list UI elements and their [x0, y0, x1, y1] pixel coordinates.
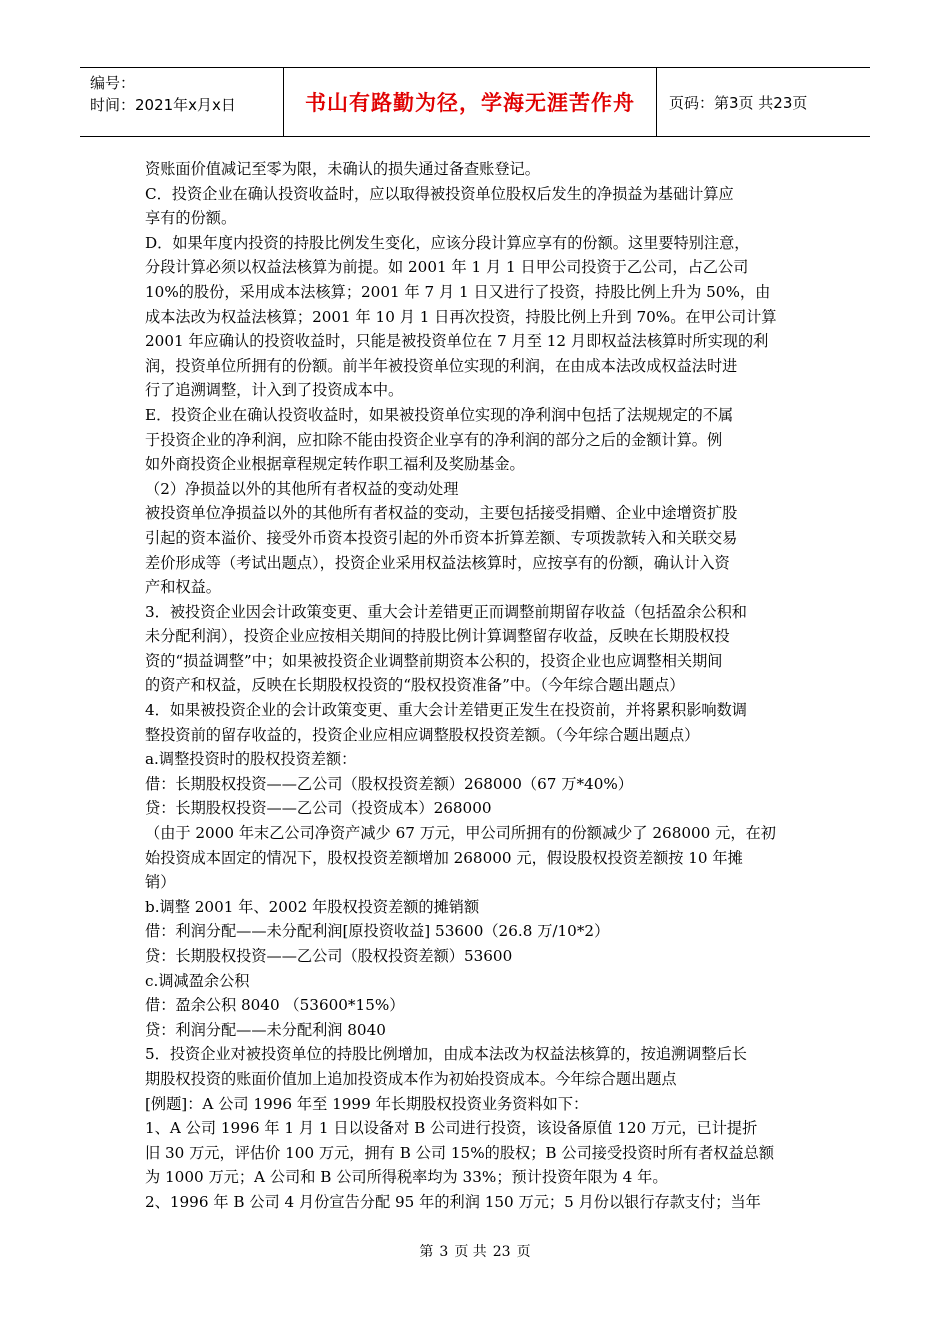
text-line: 为 1000 万元；A 公司和 B 公司所得税率均为 33%；预计投资年限为 4 年。 — [145, 1168, 668, 1187]
page-footer — [0, 1241, 950, 1261]
text-line: 于投资企业的净利润，应扣除不能由投资企业享有的净利润的部分之后的金额计算。例 — [145, 430, 723, 449]
footer-mid: 页 共 — [454, 1244, 487, 1260]
header-meta — [80, 68, 284, 136]
text-line: [例题]：A 公司 1996 年至 1999 年长期股权投资业务资料如下： — [145, 1094, 589, 1113]
text-line: 被投资单位净损益以外的其他所有者权益的变动，主要包括接受捐赠、企业中途增资扩股 — [145, 504, 738, 523]
text-line: c.调减盈余公积 — [145, 971, 250, 990]
text-line: a.调整投资时的股权投资差额： — [145, 750, 357, 769]
text-line: 资账面价值减记至零为限，未确认的损失通过备查账登记。 — [145, 160, 540, 178]
text-line: （由于 2000 年末乙公司净资产减少 67 万元，甲公司所拥有的份额减少了 268000 元，在初 — [145, 824, 776, 843]
text-line: D．如果年度内投资的持股比例发生变化，应该分段计算应享有的份额。这里要特别注意， — [145, 233, 750, 252]
text-line: 引起的资本溢价、接受外币资本投资引起的外币资本折算差额、专项拨款转入和关联交易 — [145, 528, 738, 547]
text-line: 资的“损益调整”中；如果被投资企业调整前期资本公积的，投资企业也应调整相关期间 — [145, 651, 723, 670]
text-line: 4．如果被投资企业的会计政策变更、重大会计差错更正发生在投资前，并将累积影响数调 — [145, 701, 747, 720]
text-line: 旧 30 万元，评估价 100 万元，拥有 B 公司 15%的股权；B 公司接受投资时所有者权益总额 — [145, 1143, 775, 1162]
text-line: 借：长期股权投资——乙公司（股权投资差额）268000（67 万*40%） — [145, 774, 633, 793]
page-header — [80, 67, 870, 137]
text-line: 始投资成本固定的情况下，股权投资差额增加 268000 元，假设股权投资差额按 10 年摊 — [145, 848, 743, 867]
text-line: 贷：利润分配——未分配利润 8040 — [145, 1020, 386, 1039]
text-line: C．投资企业在确认投资收益时，应以取得被投资单位股权后发生的净损益为基础计算应 — [145, 184, 734, 203]
text-line: b.调整 2001 年、2002 年股权投资差额的摊销额 — [145, 897, 480, 916]
doc-date-label: 时间：2021年x月x日 — [90, 96, 236, 114]
text-line: 2、1996 年 B 公司 4 月份宣告分配 95 年的利润 150 万元；5 月份以银行存款支付；当年 — [145, 1192, 761, 1211]
text-line: 如外商投资企业根据章程规定转作职工福利及奖励基金。 — [145, 455, 525, 474]
text-line: 销） — [145, 873, 176, 892]
text-line: 5．投资企业对被投资单位的持股比例增加，由成本法改为权益法核算的，按追溯调整后长 — [145, 1045, 747, 1064]
footer-total-pages: 23 — [492, 1244, 511, 1260]
text-line: 产和权益。 — [145, 578, 221, 597]
text-line: 借：盈余公积 8040 （53600*15%） — [145, 996, 405, 1015]
text-line: 行了追溯调整，计入到了投资成本中。 — [145, 381, 404, 400]
text-line: 1、A 公司 1996 年 1 月 1 日以设备对 B 公司进行投资，该设备原值 120 万元，已计提折 — [145, 1119, 758, 1138]
header-page-info: 页码：第3页 共23页 — [669, 93, 808, 112]
text-line: 差价形成等（考试出题点），投资企业采用权益法核算时，应按享有的份额，确认计入资 — [145, 553, 730, 572]
text-line: E．投资企业在确认投资收益时，如果被投资单位实现的净利润中包括了法规规定的不属 — [145, 405, 734, 424]
text-line: 贷：长期股权投资——乙公司（投资成本）268000 — [145, 799, 492, 818]
text-line: 成本法改为权益法核算；2001 年 10 月 1 日再次投资，持股比例上升到 70%。在甲公司计算 — [145, 307, 777, 326]
text-line: （2）净损益以外的其他所有者权益的变动处理 — [145, 479, 459, 498]
text-line: 未分配利润），投资企业应按相关期间的持股比例计算调整留存收益，反映在长期股权投 — [145, 627, 730, 646]
document-body — [145, 157, 813, 1215]
text-line: 10%的股份，采用成本法核算；2001 年 7 月 1 日又进行了投资，持股比例上升为 50%，由 — [145, 282, 771, 301]
header-motto: 书山有路勤为径，学海无涯苦作舟 — [284, 68, 657, 136]
text-line: 整投资前的留存收益的，投资企业应相应调整股权投资差额。（今年综合题出题点） — [145, 725, 700, 744]
text-line: 借：利润分配——未分配利润[原投资收益] 53600（26.8 万/10*2） — [145, 922, 610, 941]
text-line: 2001 年应确认的投资收益时，只能是被投资单位在 7 月至 12 月即权益法核算时所实现的利 — [145, 332, 769, 351]
text-line: 贷：长期股权投资——乙公司（股权投资差额）53600 — [145, 947, 513, 965]
text-line: 分段计算必须以权益法核算为前提。如 2001 年 1 月 1 日甲公司投资于乙公司，占乙公司 — [145, 258, 749, 277]
text-line: 3．被投资企业因会计政策变更、重大会计差错更正而调整前期留存收益（包括盈余公积和 — [145, 602, 747, 621]
footer-page-number: 3 — [439, 1244, 449, 1260]
footer-suffix: 页 — [516, 1244, 531, 1260]
text-line: 期股权投资的账面价值加上追加投资成本作为初始投资成本。今年综合题出题点 — [145, 1069, 677, 1088]
doc-number-label: 编号： — [90, 74, 136, 92]
text-line: 的资产和权益，反映在长期股权投资的“股权投资准备”中。（今年综合题出题点） — [145, 676, 685, 695]
footer-prefix: 第 — [419, 1244, 434, 1260]
text-line: 享有的份额。 — [145, 209, 237, 228]
text-line: 润，投资单位所拥有的份额。前半年被投资单位实现的利润，在由成本法改成权益法时进 — [145, 356, 738, 375]
